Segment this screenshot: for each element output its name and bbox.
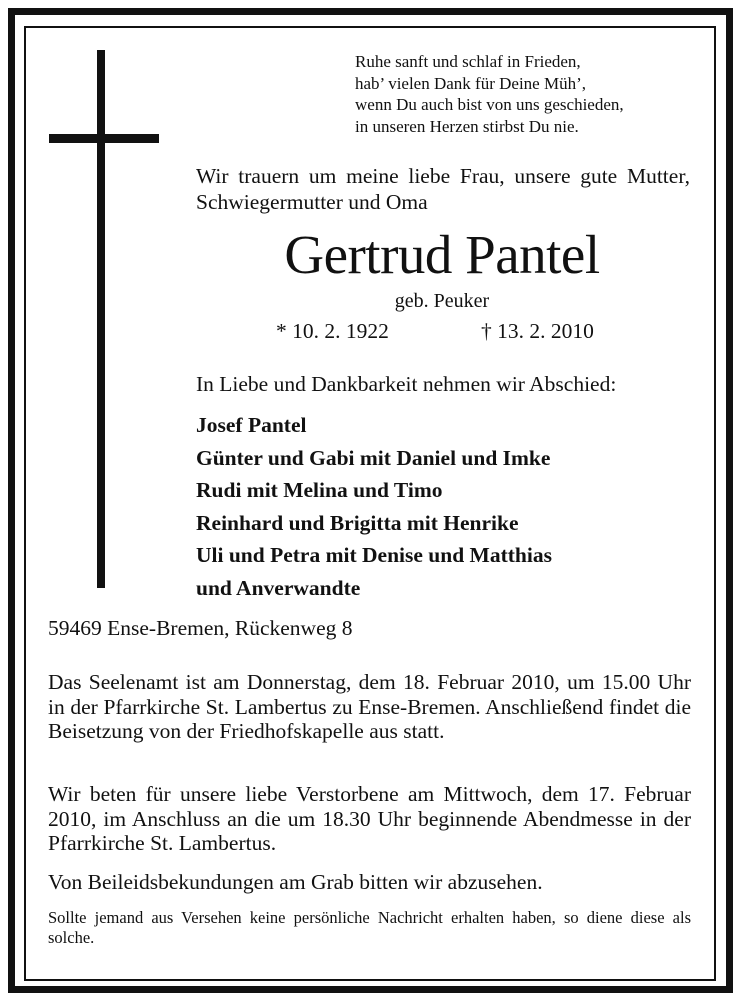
poem-line: Ruhe sanft und schlaf in Frieden,: [355, 52, 581, 71]
cross-vertical-bar: [97, 50, 105, 588]
notice-footnote: Sollte jemand aus Versehen keine persönliche Nachricht erhalten haben, so diene diese als solche.: [48, 908, 691, 947]
condolences-paragraph: Von Beileidsbekundungen am Grab bitten wir abzusehen.: [48, 870, 543, 894]
requiem-paragraph: Das Seelenamt ist am Donnerstag, dem 18. Februar 2010, um 15.00 Uhr in der Pfarrkirche St. Lambertus zu Ense-Bremen. Anschließend findet die Beisetzung von der Friedhofskapelle aus statt.: [48, 670, 691, 743]
mourners-list: [196, 409, 696, 604]
farewell-line: In Liebe und Dankbarkeit nehmen wir Abschied:: [196, 372, 617, 396]
deceased-name: Gertrud Pantel: [284, 224, 600, 285]
poem-line: wenn Du auch bist von uns geschieden,: [355, 95, 624, 114]
poem-line: in unseren Herzen stirbst Du nie.: [355, 116, 579, 136]
mourner-entry: Reinhard und Brigitta mit Henrike: [196, 510, 519, 535]
mourner-entry: Günter und Gabi mit Daniel und Imke: [196, 445, 551, 470]
poem-line: hab’ vielen Dank für Deine Müh’,: [355, 73, 586, 93]
family-address: 59469 Ense-Bremen, Rückenweg 8: [48, 616, 353, 640]
mourner-entry: Rudi mit Melina und Timo: [196, 478, 443, 502]
mourner-entry: und Anverwandte: [196, 575, 361, 600]
mourner-entry: Uli und Petra mit Denise und Matthias: [196, 543, 552, 567]
memorial-poem: [355, 51, 700, 137]
death-date: † 13. 2. 2010: [481, 319, 594, 343]
birth-name: geb. Peuker: [394, 290, 490, 312]
vigil-paragraph: Wir beten für unsere liebe Verstorbene am Mittwoch, dem 17. Februar 2010, im Anschluss an die um 18.30 Uhr beginnende Abendmesse in der Pfarrkirche St. Lambertus.: [48, 782, 691, 855]
birth-date: * 10. 2. 1922: [276, 319, 389, 343]
mourner-entry: Josef Pantel: [196, 413, 307, 437]
cross-horizontal-bar: [49, 134, 159, 143]
mourning-intro: Wir trauern um meine liebe Frau, unsere gute Mutter, Schwiegermutter und Oma: [196, 164, 690, 214]
